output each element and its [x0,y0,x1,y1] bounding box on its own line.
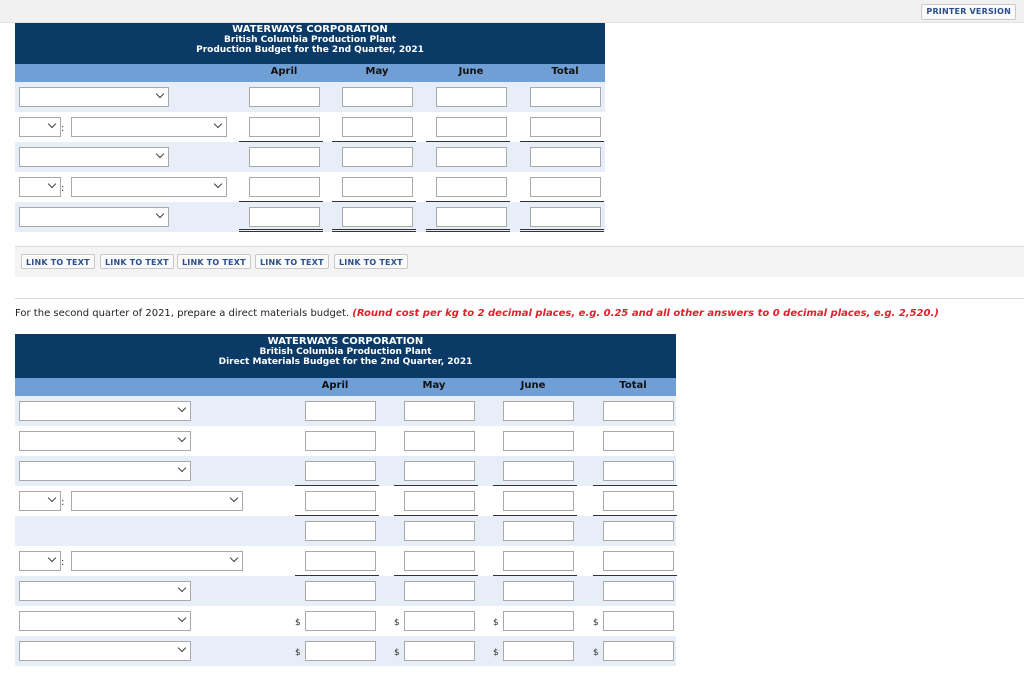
amount-input[interactable] [503,521,574,541]
chevron-down-icon [156,150,164,158]
plant-name: British Columbia Production Plant [259,347,432,357]
amount-input[interactable] [404,461,475,481]
amount-input[interactable] [404,401,475,421]
amount-input[interactable] [503,611,574,631]
amount-input[interactable] [530,147,601,167]
column-header-april: April [270,66,298,77]
amount-input[interactable] [342,207,413,227]
dollar-sign: $ [394,648,400,658]
column-header-may: May [422,380,446,391]
table-row [15,606,676,636]
amount-input[interactable] [342,87,413,107]
table-row [15,426,676,456]
dollar-sign: $ [295,648,301,658]
line-item-dropdown[interactable] [19,87,169,107]
line-item-dropdown[interactable] [19,207,169,227]
chevron-down-icon [178,644,186,652]
amount-input[interactable] [404,641,475,661]
total-double-underline [239,229,323,232]
column-header-april: April [321,380,349,391]
amount-input[interactable] [305,581,376,601]
production-budget-header [15,23,605,64]
instructions-text: For the second quarter of 2021, prepare a direct materials budget. [15,308,350,319]
amount-input[interactable] [503,641,574,661]
amount-input[interactable] [305,551,376,571]
line-item-dropdown[interactable] [19,147,169,167]
line-item-dropdown[interactable] [19,401,191,421]
instructions [15,308,939,319]
amount-input[interactable] [530,117,601,137]
amount-input[interactable] [249,87,320,107]
printer-version-button[interactable]: PRINTER VERSION [921,4,1016,20]
amount-input[interactable] [603,581,674,601]
amount-input[interactable] [603,461,674,481]
production-budget-panel [15,23,605,232]
table-row [15,456,676,486]
column-header-may: May [365,66,389,77]
chevron-down-icon [48,494,56,502]
materials-budget-panel [15,334,676,666]
table-row [15,576,676,606]
line-item-dropdown[interactable] [19,117,61,137]
line-item-dropdown[interactable] [71,551,243,571]
amount-input[interactable] [249,177,320,197]
line-item-dropdown[interactable] [71,117,227,137]
chevron-down-icon [156,210,164,218]
amount-input[interactable] [436,117,507,137]
amount-input[interactable] [530,177,601,197]
colon-separator: : [61,183,65,194]
amount-input[interactable] [603,551,674,571]
amount-input[interactable] [404,581,475,601]
table-row [15,82,605,112]
line-item-dropdown[interactable] [19,581,191,601]
amount-input[interactable] [436,207,507,227]
link-bar [15,247,1024,277]
top-toolbar [0,0,1024,23]
rounding-note: (Round cost per kg to 2 decimal places, e.g. 0.25 and all other answers to 0 decimal places, e.g. 2,520.) [352,308,939,319]
total-double-underline [426,229,510,232]
amount-input[interactable] [503,581,574,601]
amount-input[interactable] [249,147,320,167]
company-name: WATERWAYS CORPORATION [232,24,388,35]
amount-input[interactable] [305,611,376,631]
amount-input[interactable] [305,401,376,421]
amount-input[interactable] [305,491,376,511]
amount-input[interactable] [436,147,507,167]
amount-input[interactable] [305,461,376,481]
chevron-down-icon [230,554,238,562]
amount-input[interactable] [404,491,475,511]
amount-input[interactable] [404,521,475,541]
amount-input[interactable] [503,551,574,571]
line-item-dropdown[interactable] [19,491,61,511]
chevron-down-icon [178,404,186,412]
chevron-down-icon [178,614,186,622]
table-row [15,202,605,232]
column-header-total: Total [551,66,579,77]
chevron-down-icon [178,584,186,592]
materials-budget-header [15,334,676,378]
dollar-sign: $ [295,618,301,628]
amount-input[interactable] [503,431,574,451]
amount-input[interactable] [249,207,320,227]
line-item-dropdown[interactable] [71,177,227,197]
colon-separator: : [61,123,65,134]
link-to-text-button[interactable]: LINK TO TEXT [100,254,174,269]
amount-input[interactable] [436,177,507,197]
amount-input[interactable] [404,431,475,451]
chevron-down-icon [214,120,222,128]
table-row [15,516,676,546]
colon-separator: : [61,557,65,568]
amount-input[interactable] [404,551,475,571]
table-row [15,172,605,202]
table-row [15,112,605,142]
line-item-dropdown[interactable] [19,641,191,661]
line-item-dropdown[interactable] [71,491,243,511]
chevron-down-icon [230,494,238,502]
amount-input[interactable] [305,641,376,661]
amount-input[interactable] [530,207,601,227]
table-row [15,396,676,426]
dollar-sign: $ [593,618,599,628]
amount-input[interactable] [503,491,574,511]
amount-input[interactable] [342,147,413,167]
chevron-down-icon [48,554,56,562]
budget-title: Production Budget for the 2nd Quarter, 2021 [196,45,424,55]
column-header-total: Total [619,380,647,391]
link-to-text-button[interactable]: LINK TO TEXT [255,254,329,269]
amount-input[interactable] [603,431,674,451]
link-to-text-button[interactable]: LINK TO TEXT [21,254,95,269]
amount-input[interactable] [305,431,376,451]
amount-input[interactable] [503,461,574,481]
amount-input[interactable] [530,87,601,107]
table-row [15,546,676,576]
table-row [15,142,605,172]
amount-input[interactable] [603,521,674,541]
amount-input[interactable] [603,401,674,421]
total-double-underline [520,229,604,232]
amount-input[interactable] [404,611,475,631]
chevron-down-icon [48,180,56,188]
amount-input[interactable] [603,491,674,511]
amount-input[interactable] [603,611,674,631]
dollar-sign: $ [394,618,400,628]
amount-input[interactable] [436,87,507,107]
dollar-sign: $ [493,648,499,658]
amount-input[interactable] [305,521,376,541]
plant-name: British Columbia Production Plant [223,35,397,45]
amount-input[interactable] [342,177,413,197]
line-item-dropdown[interactable] [19,551,61,571]
link-to-text-button[interactable]: LINK TO TEXT [177,254,251,269]
amount-input[interactable] [603,641,674,661]
dollar-sign: $ [593,648,599,658]
column-headers [15,378,676,396]
line-item-dropdown[interactable] [19,461,191,481]
line-item-dropdown[interactable] [19,177,61,197]
amount-input[interactable] [249,117,320,137]
column-headers [15,64,605,82]
company-name: WATERWAYS CORPORATION [267,336,424,347]
line-item-dropdown[interactable] [19,431,191,451]
chevron-down-icon [214,180,222,188]
table-row [15,636,676,666]
colon-separator: : [61,497,65,508]
amount-input[interactable] [503,401,574,421]
table-row [15,486,676,516]
chevron-down-icon [178,464,186,472]
chevron-down-icon [178,434,186,442]
column-header-june: June [458,66,484,77]
chevron-down-icon [156,90,164,98]
total-double-underline [332,229,416,232]
link-to-text-button[interactable]: LINK TO TEXT [334,254,408,269]
column-header-june: June [520,380,546,391]
amount-input[interactable] [342,117,413,137]
line-item-dropdown[interactable] [19,611,191,631]
dollar-sign: $ [493,618,499,628]
budget-title: Direct Materials Budget for the 2nd Quarter, 2021 [218,357,473,367]
chevron-down-icon [48,120,56,128]
